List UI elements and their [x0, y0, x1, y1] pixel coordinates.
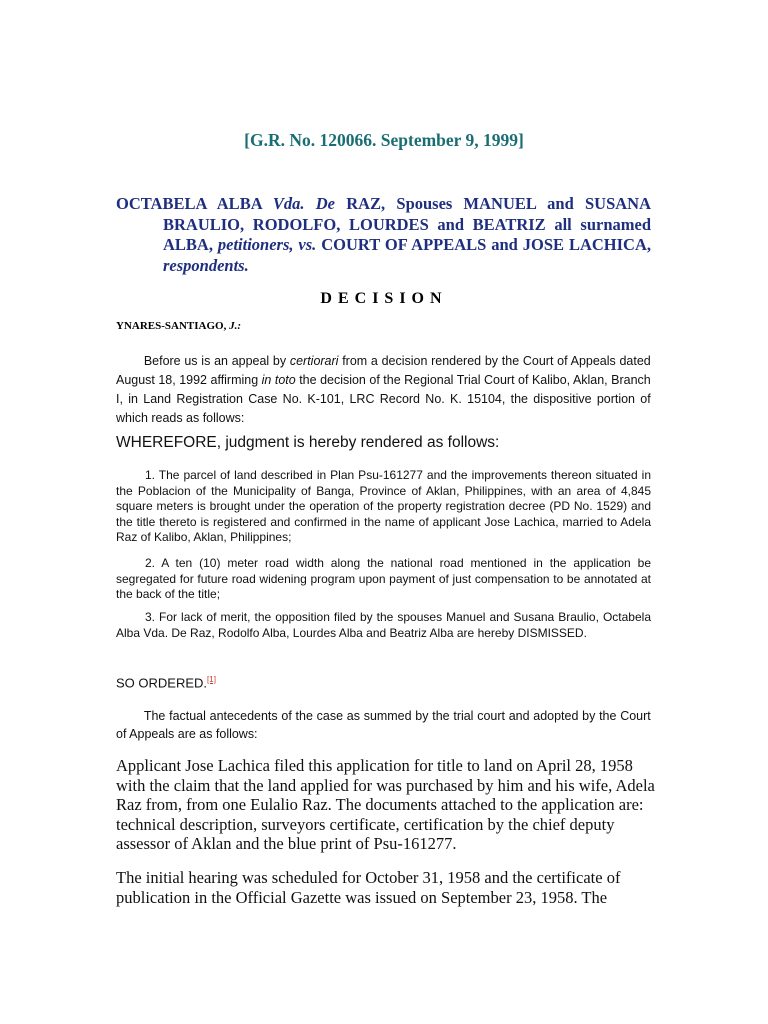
- intro-paragraph: [116, 351, 651, 427]
- petitioner-name: OCTABELA ALBA: [116, 194, 273, 213]
- facts-paragraph-2: The initial hearing was scheduled for October 31, 1958 and the certificate of publication in the Official Gazette was issued on September 23, 1958. The: [116, 868, 621, 907]
- dispositive-item-1: 1. The parcel of land described in Plan Psu-161277 and the improvements thereon situated in the Poblacion of the Municipality of Banga, Province of Aklan, Philippines, with an area of 4,845 square meters is brought under the operation of the property registration decree (PD No. 1529) and the title thereto is registered and confirmed in the name of applicant Jose Lachica, married to Adela Raz of Kalibo, Aklan, Philippines;: [116, 468, 651, 544]
- wherefore-clause: WHEREFORE, judgment is hereby rendered as follows:: [116, 434, 500, 451]
- ponente: [116, 320, 241, 332]
- dispositive-item-2: 2. A ten (10) meter road width along the national road mentioned in the application be segregated for future road widening program upon payment of just compensation to be annotated at the back of the title;: [116, 556, 651, 601]
- so-ordered-text: SO ORDERED.: [116, 675, 208, 691]
- ponente-suffix: J.:: [229, 320, 241, 332]
- decision-title: DECISION: [320, 290, 448, 307]
- petitioners-list: RAZ, Spouses MANUEL and SUSANA BRAULIO, RODOLFO, LOURDES and BEATRIZ all surnamed ALBA,: [163, 194, 652, 254]
- intro-text-2: from a decision rendered by the Court of Appeals dated August 18, 1992 affirming: [116, 353, 651, 387]
- facts-paragraph-1: Applicant Jose Lachica filed this application for title to land on April 28, 1958 with the claim that the land applied for was purchased by him and his wife, Adela Raz from, from one Eulalio Raz. The documents attached to the application are: technical description, surveyors certificate, certification by the chief deputy assessor of Aklan and the blue print of Psu-161277.: [116, 756, 655, 853]
- so-ordered: [116, 675, 216, 690]
- intro-italic-2: in toto: [261, 372, 296, 387]
- intro-text-1: Before us is an appeal by: [143, 353, 290, 368]
- dispositive-item-3: 3. For lack of merit, the opposition filed by the spouses Manuel and Susana Braulio, Octabela Alba Vda. De Raz, Rodolfo Alba, Lourdes Alba and Beatriz Alba are hereby DISMISSED.: [116, 610, 651, 640]
- intro-text-3: the decision of the Regional Trial Court of Kalibo, Aklan, Branch I, in Land Registration Case No. K-101, LRC Record No. K. 15104, the dispositive portion of which reads as follows:: [116, 372, 651, 425]
- ponente-name: YNARES-SANTIAGO,: [116, 320, 230, 332]
- respondents-label: respondents.: [163, 255, 249, 275]
- intro-italic-1: certiorari: [289, 353, 339, 368]
- case-parties: [116, 194, 651, 276]
- case-number-header: [G.R. No. 120066. September 9, 1999]: [244, 130, 524, 150]
- petitioners-label: petitioners, vs.: [217, 235, 317, 254]
- petitioner-suffix: Vda. De: [272, 194, 336, 213]
- facts-intro-paragraph: The factual antecedents of the case as summed by the trial court and adopted by the Court of Appeals are as follows:: [116, 708, 651, 741]
- respondents-list: COURT OF APPEALS and JOSE LACHICA,: [316, 235, 652, 254]
- footnote-link[interactable]: [1]: [207, 675, 216, 684]
